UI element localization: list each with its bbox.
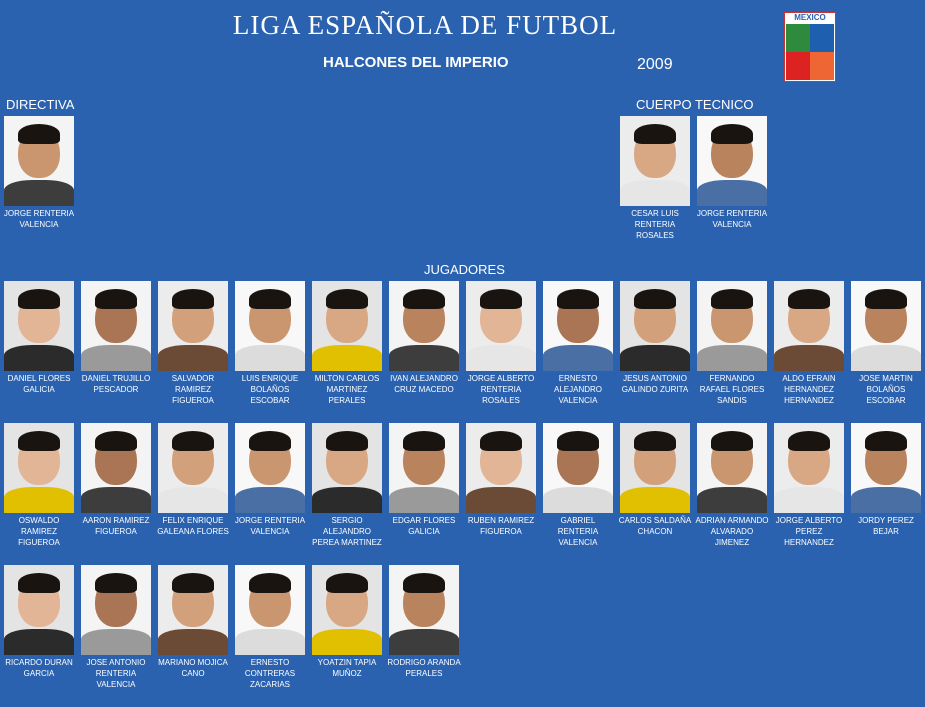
portrait-photo	[466, 423, 536, 513]
person-name: JOSE ANTONIO RENTERIA VALENCIA	[86, 658, 146, 689]
portrait-photo	[312, 281, 382, 371]
player-card	[464, 423, 538, 537]
player-card	[387, 565, 461, 679]
player-card	[387, 281, 461, 395]
person-name: MARIANO MOJICA CANO	[158, 658, 228, 678]
player-card	[310, 423, 384, 548]
person-name: CARLOS SALDAÑA CHACON	[618, 516, 692, 536]
directiva-member-card	[2, 116, 76, 230]
portrait-photo	[543, 281, 613, 371]
portrait-photo	[389, 281, 459, 371]
player-card	[310, 281, 384, 406]
portrait-photo	[620, 281, 690, 371]
season-year: 2009	[637, 56, 673, 73]
portrait-photo	[312, 565, 382, 655]
person-name: AARON RAMIREZ FIGUEROA	[82, 516, 150, 536]
portrait-photo	[4, 281, 74, 371]
player-card	[156, 565, 230, 679]
team-name: HALCONES DEL IMPERIO	[323, 54, 509, 71]
person-name: JORGE ALBERTO PEREZ HERNANDEZ	[775, 516, 843, 547]
person-name: FERNANDO RAFAEL FLORES SANDIS	[699, 374, 765, 405]
cuerpo-tecnico-label: CUERPO TECNICO	[636, 97, 754, 112]
player-card	[233, 423, 307, 537]
person-name: GABRIEL RENTERIA VALENCIA	[557, 516, 599, 547]
portrait-photo	[235, 281, 305, 371]
person-name: RODRIGO ARANDA PERALES	[387, 658, 461, 678]
person-name: ALDO EFRAIN HERNANDEZ HERNANDEZ	[782, 374, 836, 405]
portrait-photo	[235, 423, 305, 513]
portrait-photo	[81, 281, 151, 371]
person-name: JORGE ALBERTO RENTERIA ROSALES	[467, 374, 535, 405]
player-card	[849, 281, 923, 406]
portrait-photo	[158, 281, 228, 371]
person-name: JORGE RENTERIA VALENCIA	[696, 209, 768, 229]
person-name: IVAN ALEJANDRO CRUZ MACEDO	[390, 374, 458, 394]
portrait-photo	[543, 423, 613, 513]
portrait-photo	[4, 116, 74, 206]
portrait-photo	[851, 281, 921, 371]
player-card	[772, 423, 846, 548]
player-card	[2, 281, 76, 395]
person-name: ERNESTO ALEJANDRO VALENCIA	[553, 374, 602, 405]
portrait-photo	[620, 116, 690, 206]
player-card	[156, 423, 230, 537]
player-card	[233, 281, 307, 406]
portrait-photo	[81, 423, 151, 513]
person-name: OSWALDO RAMIREZ FIGUEROA	[18, 516, 60, 547]
portrait-photo	[389, 423, 459, 513]
portrait-photo	[4, 565, 74, 655]
person-name: JORGE RENTERIA VALENCIA	[3, 209, 75, 229]
portrait-photo	[851, 423, 921, 513]
player-card	[695, 423, 769, 548]
portrait-photo	[158, 423, 228, 513]
portrait-photo	[4, 423, 74, 513]
directiva-label: DIRECTIVA	[6, 97, 75, 112]
portrait-photo	[466, 281, 536, 371]
player-card	[79, 423, 153, 537]
jugadores-label: JUGADORES	[424, 262, 505, 277]
person-name: LUIS ENRIQUE BOLAÑOS ESCOBAR	[241, 374, 299, 405]
player-card	[618, 423, 692, 537]
portrait-photo	[697, 423, 767, 513]
player-card	[2, 565, 76, 679]
staff-member-card	[618, 116, 692, 241]
person-name: ERNESTO CONTRERAS ZACARIAS	[244, 658, 296, 689]
person-name: SERGIO ALEJANDRO PEREA MARTINEZ	[312, 516, 382, 547]
portrait-photo	[697, 116, 767, 206]
person-name: CESAR LUIS RENTERIA ROSALES	[631, 209, 679, 240]
player-card	[772, 281, 846, 406]
player-card	[310, 565, 384, 679]
player-card	[695, 281, 769, 406]
player-card	[156, 281, 230, 406]
person-name: RUBEN RAMIREZ FIGUEROA	[467, 516, 535, 536]
staff-member-card	[695, 116, 769, 230]
portrait-photo	[697, 281, 767, 371]
player-card	[233, 565, 307, 690]
portrait-photo	[235, 565, 305, 655]
person-name: DANIEL TRUJILLO PESCADOR	[81, 374, 151, 394]
person-name: FELIX ENRIQUE GALEANA FLORES	[157, 516, 229, 536]
player-card	[79, 281, 153, 395]
portrait-photo	[620, 423, 690, 513]
player-card	[849, 423, 923, 537]
player-card	[618, 281, 692, 395]
person-name: SALVADOR RAMIREZ FIGUEROA	[171, 374, 215, 405]
portrait-photo	[389, 565, 459, 655]
person-name: EDGAR FLORES GALICIA	[392, 516, 456, 536]
team-crest-logo	[784, 12, 836, 82]
person-name: MILTON CARLOS MARTINEZ PERALES	[314, 374, 380, 405]
player-card	[541, 281, 615, 406]
person-name: JORGE RENTERIA VALENCIA	[234, 516, 306, 536]
person-name: DANIEL FLORES GALICIA	[7, 374, 71, 394]
portrait-photo	[774, 423, 844, 513]
page-title: LIGA ESPAÑOLA DE FUTBOL	[232, 10, 618, 40]
player-card	[387, 423, 461, 537]
person-name: JESUS ANTONIO GALINDO ZURITA	[621, 374, 689, 394]
player-card	[541, 423, 615, 548]
person-name: ADRIAN ARMANDO ALVARADO JIMENEZ	[695, 516, 769, 547]
portrait-photo	[81, 565, 151, 655]
portrait-photo	[312, 423, 382, 513]
crest-label: MEXICO	[785, 13, 835, 23]
player-card	[79, 565, 153, 690]
person-name: JOSE MARTIN BOLAÑOS ESCOBAR	[859, 374, 913, 405]
person-name: JORDY PEREZ BEJAR	[858, 516, 914, 536]
person-name: YOATZIN TAPIA MUÑOZ	[317, 658, 377, 678]
player-card	[2, 423, 76, 548]
portrait-photo	[158, 565, 228, 655]
portrait-photo	[774, 281, 844, 371]
person-name: RICARDO DURAN GARCIA	[5, 658, 73, 678]
player-card	[464, 281, 538, 406]
